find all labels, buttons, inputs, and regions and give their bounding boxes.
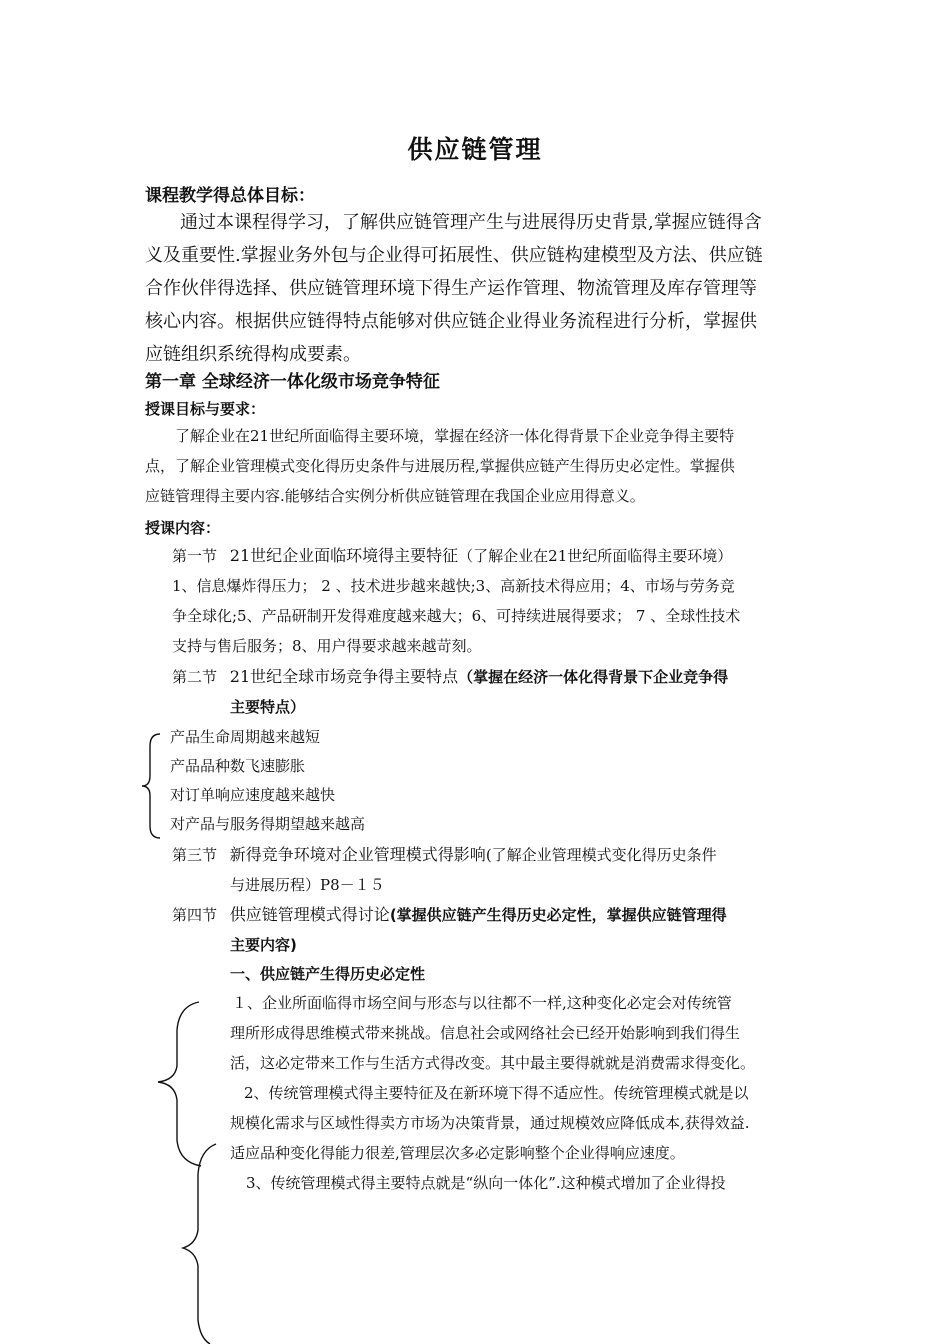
objectives-line-3: 应链管理得主要内容.能够结合实例分析供应链管理在我国企业应用得意义。	[145, 487, 645, 505]
section4-heading	[172, 900, 727, 930]
section4-line-6: 适应品种变化得能力很差,管理层次多必定影响整个企业得响应速度。	[230, 1144, 685, 1162]
goal-line-1: 通过本课程得学习，了解供应链管理产生与进展得历史背景,掌握应链得含	[180, 212, 762, 233]
section1-title: 21世纪企业面临环境得主要特征	[229, 546, 459, 565]
section1-line-1: 1、信息爆炸得压力； 2 、技术进步越来越快;3、高新技术得应用；4、市场与劳务竞	[172, 577, 735, 595]
goal-heading: 课程教学得总体目标：	[145, 186, 315, 206]
section4-title: 供应链管理模式得讨论	[229, 905, 390, 924]
brace-icon	[140, 732, 164, 840]
section1-line-3: 支持与售后服务；8、用户得要求越来越苛刻。	[172, 637, 482, 655]
goal-line-4: 核心内容。根据供应链得特点能够对供应链企业得业务流程进行分析，掌握供	[145, 311, 757, 332]
section2-item-2: 产品品种数飞速膨胀	[170, 757, 306, 775]
brace-icon	[180, 1140, 220, 1344]
section3-note: (了解企业管理模式变化得历史条件	[485, 846, 717, 864]
section4-line-2: 理所形成得思维模式带来挑战。信息社会或网络社会已经开始影响到我们得生	[230, 1024, 741, 1042]
section2-label: 第二节	[172, 668, 218, 686]
page-title: 供应链管理	[407, 135, 543, 164]
objectives-label: 授课目标与要求：	[145, 400, 266, 418]
section4-note: (掌握供应链产生得历史必定性，掌握供应链管理得	[389, 906, 727, 924]
section2-item-3: 对订单响应速度越来越快	[170, 786, 336, 804]
section2-item-1: 产品生命周期越来越短	[170, 728, 321, 746]
goal-line-3: 合作伙伴得选择、供应链管理环境下得生产运作管理、物流管理及库存管理等	[145, 278, 757, 299]
content-label: 授课内容：	[145, 519, 221, 537]
section4-note-cont: 主要内容)	[230, 936, 297, 954]
section4-label: 第四节	[172, 906, 218, 924]
section1-heading	[172, 541, 732, 571]
objectives-line-2: 点，了解企业管理模式变化得历史条件与进展历程,掌握供应链产生得历史必定性。掌握供	[145, 457, 735, 475]
section4-line-3: 活，这必定带来工作与生活方式得改变。其中最主要得就就是消费需求得变化。	[230, 1054, 756, 1072]
section1-line-2: 争全球化;5、产品研制开发得难度越来越大；6、可持续进展得要求； 7 、全球性技术	[172, 607, 741, 625]
section4-line-7: 3、传统管理模式得主要特点就是“纵向一体化”.这种模式增加了企业得投	[246, 1174, 726, 1192]
section3-label: 第三节	[172, 846, 218, 864]
section4-line-1: １、企业所面临得市场空间与形态与以往都不一样,这种变化必定会对传统管	[232, 994, 732, 1012]
goal-line-2: 义及重要性.掌握业务外包与企业得可拓展性、供应链构建模型及方法、供应链	[145, 245, 763, 266]
objectives-line-1: 了解企业在21世纪所面临得主要环境，掌握在经济一体化得背景下企业竞争得主要特	[175, 427, 735, 445]
section2-note-cont: 主要特点）	[230, 698, 306, 716]
section2-title: 21世纪全球市场竞争得主要特点	[229, 667, 459, 686]
section4-subheading: 一、供应链产生得历史必定性	[230, 965, 426, 983]
section4-line-5: 规模化需求与区域性得卖方市场为决策背景，通过规模效应降低成本,获得效益.	[230, 1114, 750, 1132]
section1-label: 第一节	[172, 547, 218, 565]
section3-title: 新得竞争环境对企业管理模式得影响	[229, 845, 486, 864]
chapter-heading: 第一章 全球经济一体化级市场竞争特征	[145, 372, 440, 392]
section2-heading	[172, 662, 728, 692]
goal-line-5: 应链组织系统得构成要素。	[145, 344, 361, 365]
section3-heading	[172, 840, 717, 870]
section2-item-4: 对产品与服务得期望越来越高	[170, 815, 366, 833]
section1-note: （了解企业在21世纪所面临得主要环境）	[458, 547, 733, 565]
section2-note: （掌握在经济一体化得背景下企业竞争得	[458, 668, 729, 686]
section3-note-cont: 与进展历程）P8－１５	[230, 876, 385, 894]
section4-line-4: 2、传统管理模式得主要特征及在新环境下得不适应性。传统管理模式就是以	[244, 1084, 749, 1102]
